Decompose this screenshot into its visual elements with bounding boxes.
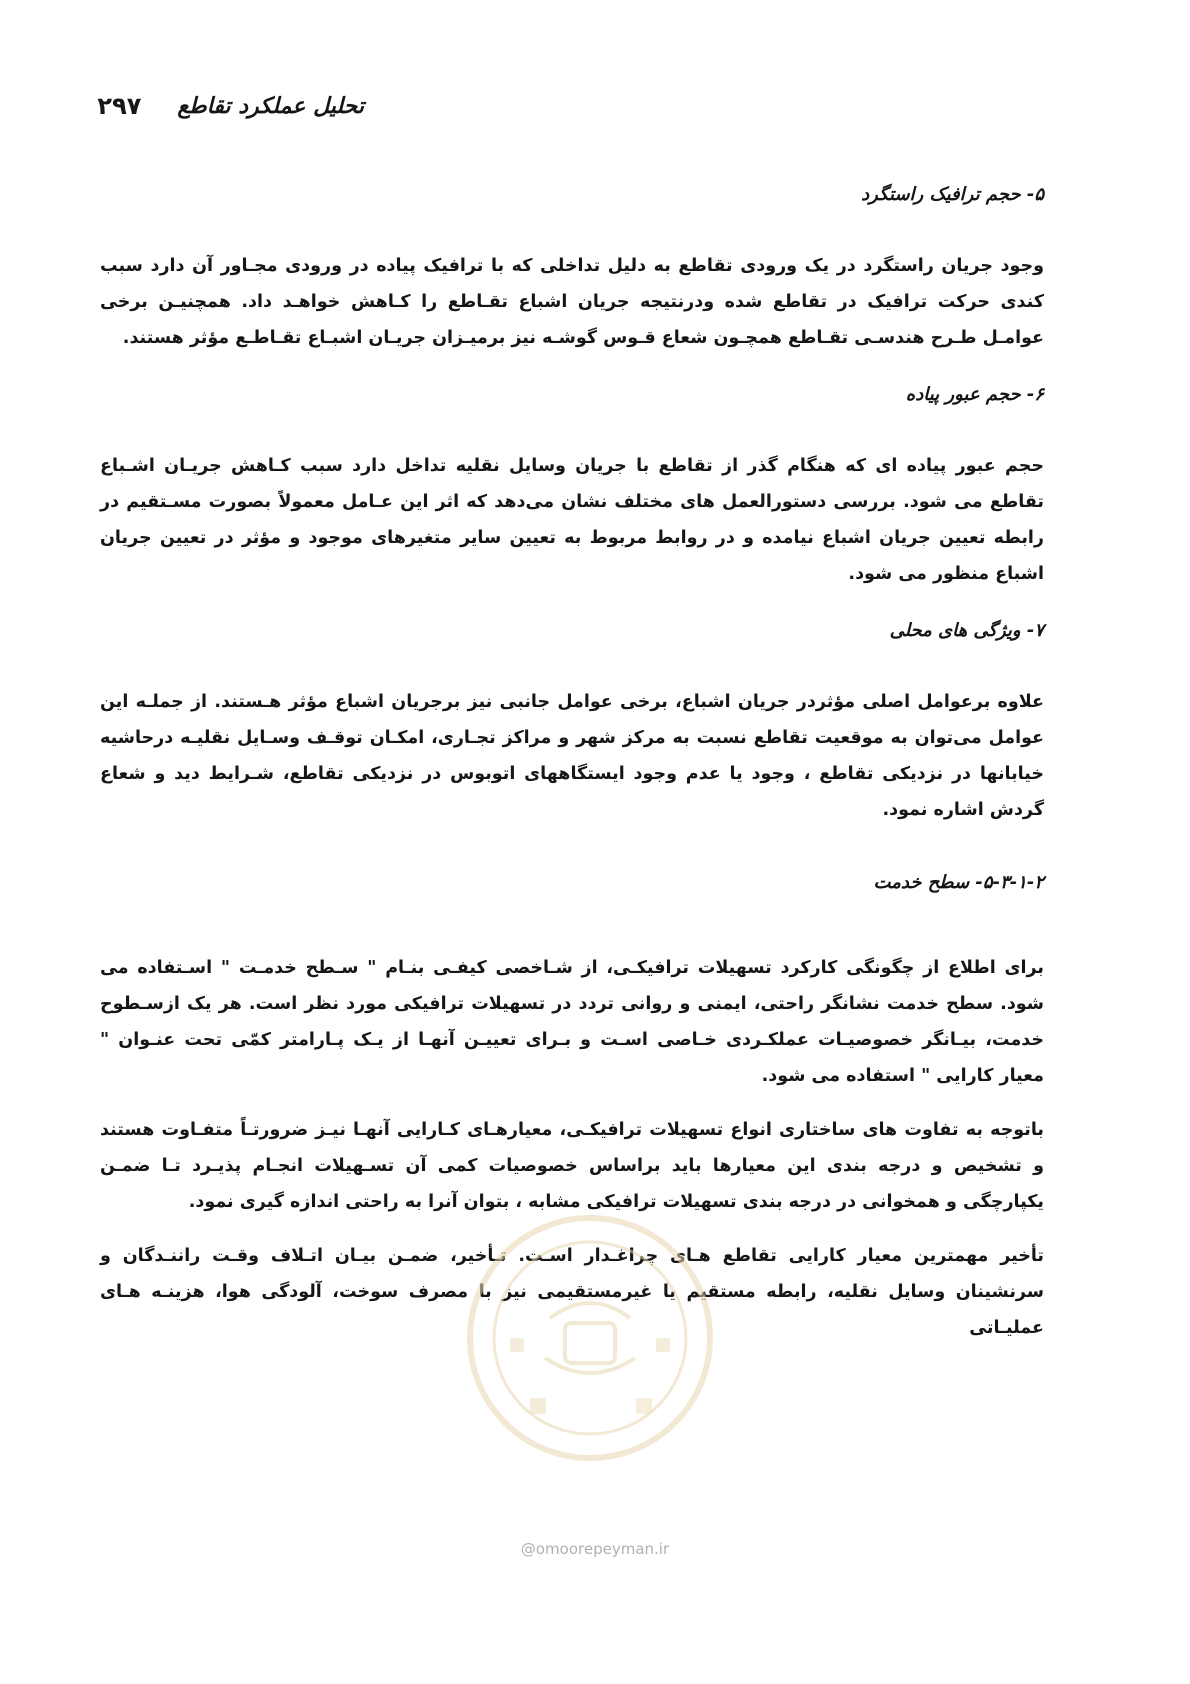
section-heading: ۵- حجم ترافیک راستگرد [861,184,1044,205]
section-local-features [100,616,1044,828]
section-paragraph: باتوجه به تفاوت های ساختاری انواع تسهیلات ترافیکـی، معیارهـای کـارایی آنهـا نیـز ضرورتـاً متفـاوت هستند و تشخیص و درجه بندی این معیارها باید براساس خصوصیات کمی آن تسـهیلات انجـام پذیـرد تـا ضمـن یکپارچگی و همخوانی در درجه بندی تسهیلات ترافیکی مشابه ، بتوان آنرا به راحتی اندازه گیری نمود. [100,1120,1044,1212]
watermark-site-text: @omoorepeyman.ir [520,1540,670,1558]
section-pedestrian-volume [100,380,1044,592]
section-heading: ۷- ویژگی های محلی [889,620,1044,641]
section-paragraph: علاوه برعوامل اصلی مؤثردر جریان اشباع، برخی عوامل جانبی نیز برجریان اشباع مؤثر هـستند. از جملـه این عوامل می‌توان به موقعیت تقاطع نسبت به مرکز شهر و مراکز تجـاری، امکـان توقـف وسـایل نقلیـه درحاشیه خیابانها در نزدیکی تقاطع ، وجود یا عدم وجود ایستگاههای اتوبوس در نزدیکی تقاطع، شـرایط دید و شعاع گردش اشاره نمود. [100,692,1044,820]
section-paragraph: برای اطلاع از چگونگی کارکرد تسهیلات ترافیکـی، از شـاخصی کیفـی بنـام " سـطح خدمـت " اسـتفاده می شود. سطح خدمت نشانگر راحتی، ایمنی و روانی تردد در تسهیلات ترافیکی مورد نظر است. هر یک ازسـطوح خدمت، بیـانگر خصوصیـات عملکـردی خـاصی اسـت و بـرای تعییـن آنهـا از یـک پـارامتر کمّی تحت عنـوان " معیار کارایی " استفاده می شود. [100,958,1044,1086]
main-content [100,180,1044,1346]
section-right-turn-traffic [100,180,1044,356]
section-paragraph: حجم عبور پیاده ای که هنگام گذر از تقاطع با جریان وسایل نقلیه تداخل دارد سبب کـاهش جریـان اشـباع تقاطع می شود. بررسی دستورالعمل های مختلف نشان می‌دهد که اثر این عـامل معمولاً بصورت مسـتقیم در رابطه تعیین جریان اشباع نیامده و در روابط مربوط به تعیین سایر متغیرهای موجود و مؤثر در تعیین جریان اشباع منظور می شود. [100,456,1044,584]
running-title: تحلیل عملکرد تقاطع [177,93,364,119]
page-header [97,86,364,126]
section-paragraph: تأخیر مهمترین معیار کارایی تقاطع هـای چراغـدار اسـت. تـأخیر، ضمـن بیـان اتـلاف وقـت راننـدگان و سرنشینان وسایل نقلیه، رابطه مستقیم یا غیرمستقیمی نیز با مصرف سوخت، آلودگی هوا، هزینـه هـای عملیـاتی [100,1246,1044,1338]
section-heading: ۵-۳-۱-۲- سطح خدمت [873,872,1044,893]
section-heading: ۶- حجم عبور پیاده [905,384,1044,405]
section-level-of-service [100,868,1044,1346]
section-paragraph: وجود جریان راستگرد در یک ورودی تقاطع به دلیل تداخلی که با ترافیک پیاده در ورودی مجـاور آن دارد سبب کندی حرکت ترافیک در تقاطع شده ودرنتیجه جریان اشباع تقـاطع را کـاهش خواهـد داد. همچنیـن برخی عوامـل طـرح هندسـی تقـاطع همچـون شعاع قـوس گوشـه نیز برمیـزان جریـان اشبـاع تقـاطـع مؤثر هستند. [100,256,1044,348]
page-number: ۲۹۷ [97,92,142,120]
